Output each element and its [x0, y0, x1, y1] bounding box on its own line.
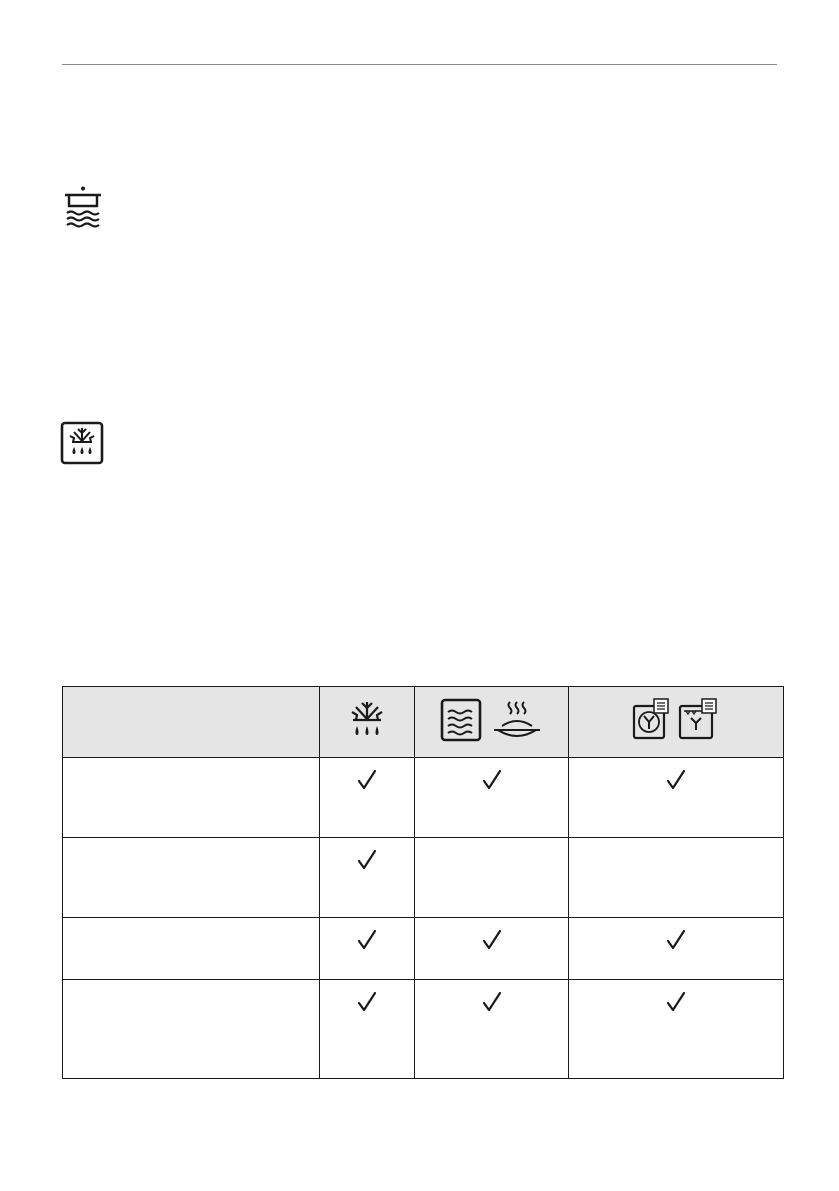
- row-label: [63, 838, 320, 918]
- row-label: [63, 980, 320, 1079]
- steaming-dish-icon: [490, 698, 544, 742]
- check-mark-icon: [666, 929, 686, 951]
- check-mark-icon: [482, 991, 502, 1013]
- header-cell-microwave: [415, 687, 569, 758]
- check-mark-icon: [357, 991, 377, 1013]
- check-cell: [569, 980, 784, 1079]
- check-mark-icon: [357, 769, 377, 791]
- check-cell: [320, 918, 415, 980]
- table-header-row: [63, 687, 784, 758]
- check-cell: [320, 980, 415, 1079]
- defrost-icon: [345, 698, 389, 742]
- check-mark-icon: [482, 929, 502, 951]
- defrost-box-icon: [60, 421, 104, 465]
- check-mark-icon: [666, 769, 686, 791]
- microwave-waves-icon: [440, 698, 482, 742]
- row-label: [63, 918, 320, 980]
- check-cell: [569, 838, 784, 918]
- header-rule: [62, 64, 777, 65]
- table-row: [63, 980, 784, 1079]
- check-cell: [569, 758, 784, 838]
- table-row: [63, 838, 784, 918]
- header-cell-fan-oven: [569, 687, 784, 758]
- row-label: [63, 758, 320, 838]
- table-row: [63, 918, 784, 980]
- pot-steam-icon: [62, 186, 104, 230]
- check-mark-icon: [357, 849, 377, 871]
- header-cell-blank: [63, 687, 320, 758]
- check-cell: [320, 758, 415, 838]
- compatibility-table: [62, 686, 784, 1079]
- check-cell: [415, 758, 569, 838]
- check-cell: [415, 980, 569, 1079]
- check-cell: [415, 918, 569, 980]
- check-cell: [320, 838, 415, 918]
- check-mark-icon: [482, 769, 502, 791]
- fan-grill-icon: [678, 698, 720, 742]
- check-mark-icon: [666, 991, 686, 1013]
- check-cell: [569, 918, 784, 980]
- check-mark-icon: [357, 929, 377, 951]
- check-cell: [415, 838, 569, 918]
- header-cell-defrost: [320, 687, 415, 758]
- table-row: [63, 758, 784, 838]
- fan-oven-icon: [632, 698, 670, 742]
